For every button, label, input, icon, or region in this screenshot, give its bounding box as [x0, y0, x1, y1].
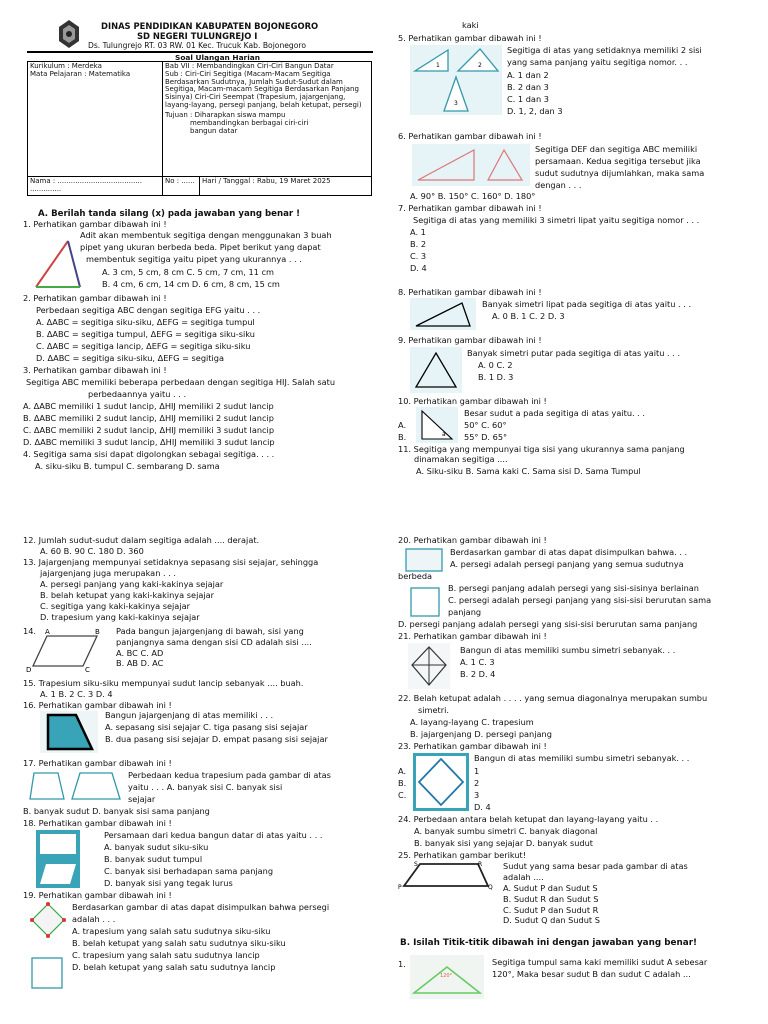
q15: 15. Trapesium siku-siku mempunyai sudut lancip sebanyak .... buah.: [23, 678, 304, 688]
q14-text-b: panjangnya sama dengan sisi CD adalah sisi ....: [116, 637, 312, 647]
q19: 19. Perhatikan gambar dibawah ini !: [23, 890, 172, 900]
q13-opt-b: B. belah ketupat yang kaki-kakinya sejajar: [40, 590, 215, 600]
nama-field[interactable]: Nama : ...................................... ..............: [28, 177, 163, 196]
b1-text-a: Segitiga tumpul sama kaki memiliki sudut A sebesar: [492, 957, 708, 967]
q14-label-a: A: [45, 628, 50, 636]
q25-label-s: S: [414, 861, 418, 868]
q3-text-a: Segitiga ABC memiliki beberapa perbedaan dengan segitiga HIJ. Salah satu: [26, 377, 336, 387]
section-a-title: A. Berilah tanda silang (x) pada jawaban yang benar !: [38, 209, 301, 219]
q16-opts-bd: B. dua pasang sisi sejajar D. empat pasang sisi sejajar: [105, 734, 328, 744]
q5-opt-d: D. 1, 2, dan 3: [507, 106, 563, 116]
tujuan-text: : Diharapkan siswa mampu membandingkan berbagai ciri-ciri bangun datar: [190, 110, 309, 135]
q9-text: Banyak simetri putar pada segitiga di atas yaitu . . .: [467, 348, 681, 358]
q21-text: Bangun di atas memiliki sumbu simetri sebanyak. . .: [460, 645, 676, 655]
q22-opts-bd: B. jajargenjang D. persegi panjang: [410, 729, 552, 739]
q5-label-3: 3: [454, 100, 458, 107]
q3-text-b: perbedaannya yaitu . . .: [88, 389, 187, 399]
bab-label: Bab VII : Membandingkan Ciri-Ciri Bangun Datar: [165, 62, 334, 70]
q11-opts: A. Siku-siku B. Sama kaki C. Sama sisi D. Sama Tumpul: [416, 466, 641, 476]
q6-opts: A. 90° B. 150° C. 160° D. 180°: [410, 191, 536, 201]
q10-opt-b-letter: B.: [398, 432, 407, 442]
q19-opt-a: A. trapesium yang salah satu sudutnya siku-siku: [72, 926, 271, 936]
header-line1: DINAS PENDIDIKAN KABUPATEN BOJONEGORO: [101, 21, 319, 31]
q3-opt-a: A. ΔABC memiliki 1 sudut lancip, ΔHIJ memiliki 2 sudut lancip: [23, 401, 274, 411]
q1-triangle-figure: [28, 237, 88, 295]
q14-label-b: B: [95, 628, 100, 636]
header-line3: Ds. Tulungrejo RT. 03 RW. 01 Kec. Trucuk Kab. Bojonegoro: [88, 41, 306, 50]
q6-text-a: Segitiga DEF dan segitiga ABC memiliki: [535, 144, 698, 154]
q8: 8. Perhatikan gambar dibawah ini !: [398, 287, 542, 297]
q22-text: simetri.: [418, 705, 450, 715]
q1-opts-bd: B. 4 cm, 6 cm, 14 cm D. 6 cm, 8 cm, 15 cm: [102, 279, 280, 289]
q17-opts-c2: sejajar: [128, 794, 156, 804]
q3: 3. Perhatikan gambar dibawah ini !: [23, 365, 167, 375]
q17: 17. Perhatikan gambar dibawah ini !: [23, 758, 172, 768]
q14-opts-bd: B. AB D. AC: [116, 658, 164, 668]
q14: 14.: [23, 626, 37, 636]
q16: 16. Perhatikan gambar dibawah ini !: [23, 700, 172, 710]
q11: 11. Segitiga yang mempunyai tiga sisi yang ukurannya sama panjang: [398, 444, 685, 454]
q8-opts: A. 0 B. 1 C. 2 D. 3: [492, 311, 565, 321]
q25-label-r: R: [478, 861, 483, 868]
q1: 1. Perhatikan gambar dibawah ini !: [23, 219, 167, 229]
q23-opt-d: D. 4: [474, 802, 491, 812]
q19-opt-c: C. trapesium yang salah satu sudutnya lancip: [72, 950, 260, 960]
q23-opt-c-letter: C.: [398, 790, 407, 800]
q25-opt-d: D. Sudut Q dan Sudut S: [503, 915, 600, 925]
q10-angle-label: a: [442, 431, 446, 438]
q23-opt-c: 3: [474, 790, 480, 800]
q25-text-b: adalah ....: [503, 872, 544, 882]
q18-text: Persamaan dari kedua bangun datar di atas yaitu . . .: [104, 830, 323, 840]
q19-text-a: Berdasarkan gambar di atas dapat disimpulkan bahwa persegi: [72, 902, 330, 912]
q14-text-a: Pada bangun jajargenjang di bawah, sisi yang: [116, 626, 304, 636]
q25-opt-c: C. Sudut P dan Sudut R: [503, 905, 599, 915]
q25-label-q: Q: [488, 884, 493, 890]
q20-text: Berdasarkan gambar di atas dapat disimpulkan bahwa. . .: [450, 547, 688, 557]
q18: 18. Perhatikan gambar dibawah ini !: [23, 818, 172, 828]
q8-triangle-figure: [410, 298, 476, 333]
q6: 6. Perhatikan gambar dibawah ini !: [398, 131, 542, 141]
q2-opt-a: A. ΔABC = segitiga siku-siku, ΔEFG = segitiga tumpul: [36, 317, 255, 327]
q9-opts-bd: B. 1 D. 3: [478, 372, 514, 382]
q20: 20. Perhatikan gambar dibawah ini !: [398, 535, 547, 545]
b1-angle-label: 120°: [440, 973, 453, 979]
q3-opt-d: D. ΔABC memiliki 3 sudut lancip, ΔHIJ memiliki 3 sudut lancip: [23, 437, 275, 447]
q1-opts-ac: A. 3 cm, 5 cm, 8 cm C. 5 cm, 7 cm, 11 cm: [102, 267, 274, 277]
q23-opt-b: 2: [474, 778, 480, 788]
q13: 13. Jajargenjang mempunyai setidaknya sepasang sisi sejajar, sehingga: [23, 557, 319, 567]
q25-label-p: P: [398, 884, 402, 890]
q19-opt-b: B. belah ketupat yang salah satu sudutnya siku-siku: [72, 938, 286, 948]
q24-opts-bd: B. banyak sisi yang sejajar D. banyak sudut: [414, 838, 593, 848]
q20-opt-d: D. persegi panjang adalah persegi yang sisi-sisi berurutan sama panjang: [398, 619, 698, 629]
q4-continuation: kaki: [462, 20, 479, 30]
q2-opt-d: D. ΔABC = segitiga siku-siku, ΔEFG = segitiga: [36, 353, 225, 363]
q25-opt-a: A. Sudut P dan Sudut S: [503, 883, 598, 893]
q12-opts: A. 60 B. 90 C. 180 D. 360: [40, 546, 144, 556]
q14-label-d: D: [26, 666, 32, 672]
q7-opt-d: D. 4: [410, 263, 427, 273]
q10-text: Besar sudut a pada segitiga di atas yaitu. . .: [464, 408, 646, 418]
q20-opt-a: A. persegi adalah persegi panjang yang semua sudutnya: [450, 559, 684, 569]
q23-text: Bangun di atas memiliki sumbu simetri sebanyak. . .: [474, 753, 690, 763]
q9-opts-ac: A. 0 C. 2: [478, 360, 513, 370]
q23-opt-a: 1: [474, 766, 480, 776]
section-b-title: B. Isilah Titik-titik dibawah ini dengan jawaban yang benar!: [400, 938, 698, 948]
q5-opt-a: A. 1 dan 2: [507, 70, 549, 80]
q9-triangle-figure: [410, 347, 462, 396]
q5-label-1: 1: [436, 62, 440, 69]
q8-text: Banyak simetri lipat pada segitiga di atas yaitu . . .: [482, 299, 692, 309]
q18-opt-c: C. banyak sisi berhadapan sama panjang: [104, 866, 274, 876]
q24: 24. Perbedaan antara belah ketupat dan layang-layang yaitu . .: [398, 814, 659, 824]
q17-text: Perbedaan kedua trapesium pada gambar di atas: [128, 770, 331, 780]
q25-opt-b: B. Sudut R dan Sudut S: [503, 894, 599, 904]
q19-opt-d: D. belah ketupat yang salah satu sudutnya lancip: [72, 962, 276, 972]
header-line2: SD NEGERI TULUNGREJO I: [137, 31, 258, 41]
q23-opt-a-letter: A.: [398, 766, 407, 776]
q10-opts-bd: 55° D. 65°: [464, 432, 508, 442]
q16-text: Bangun jajargenjang di atas memiliki . . .: [105, 710, 274, 720]
q5: 5. Perhatikan gambar dibawah ini !: [398, 33, 542, 43]
q15-opts: A. 1 B. 2 C. 3 D. 4: [40, 689, 113, 699]
q21-opts-bd: B. 2 D. 4: [460, 669, 496, 679]
q17-opts-bd: B. banyak sudut D. banyak sisi sama panjang: [23, 806, 210, 816]
q20-shapes-figure: [405, 548, 445, 623]
q7-opt-c: C. 3: [410, 251, 427, 261]
q14-parallelogram-figure: [25, 626, 105, 675]
q20-opt-b: B. persegi panjang adalah persegi yang sisi-sisinya berlainan: [448, 583, 699, 593]
b1-number: 1.: [398, 959, 406, 969]
q5-text-b: yang sama panjang yaitu segitiga nomor. . .: [507, 57, 688, 67]
b1-text-b: 120°, Maka besar sudut B dan sudut C adalah ...: [492, 969, 691, 979]
q20-opt-c2: panjang: [448, 607, 482, 617]
q14-label-c: C: [85, 666, 90, 672]
q21-opts-ac: A. 1 C. 3: [460, 657, 495, 667]
q6-text-d: dengan . . .: [535, 180, 582, 190]
q25-text-a: Sudut yang sama besar pada gambar di atas: [503, 861, 688, 871]
q5-opt-b: B. 2 dan 3: [507, 82, 549, 92]
q10-opt-a-letter: A.: [398, 420, 407, 430]
q10: 10. Perhatikan gambar dibawah ini !: [398, 396, 547, 406]
q13-opt-c: C. segitiga yang kaki-kakinya sejajar: [40, 601, 190, 611]
q7: 7. Perhatikan gambar dibawah ini !: [398, 203, 542, 213]
q6-triangles-figure: [412, 144, 530, 189]
mapel-label: Mata Pelajaran : Matematika: [30, 69, 131, 78]
no-field[interactable]: No : ......: [163, 177, 200, 196]
q2: 2. Perhatikan gambar dibawah ini !: [23, 293, 167, 303]
q18-shapes-figure: [36, 830, 80, 891]
q11-text: dinamakan segitiga ....: [414, 454, 508, 464]
subbab-label: Sub : Ciri-Ciri Segitiga (Macam-Macam Segitiga Berdasarkan Sudutnya, Jumlah Sudut-Sudut dalam Segitiga, Macam-macam Segitiga Berdasarkan Panjang Sisinya) Ciri-Ciri Seempat (Trapesium, jajargenjang, layang-layang, persegi panjang, belah ketupat, persegi): [165, 69, 362, 110]
q18-opt-b: B. banyak sudut tumpul: [104, 854, 203, 864]
q1-text-a: Adit akan membentuk segitiga dengan menggunakan 3 buah: [80, 230, 332, 240]
exam-title: Soal Ulangan Harian: [175, 53, 260, 62]
q5-triangles-figure: [410, 45, 502, 118]
q3-opt-c: C. ΔABC memiliki 2 sudut lancip, ΔHIJ memiliki 3 sudut lancip: [23, 425, 275, 435]
q4-opts: A. siku-siku B. tumpul C. sembarang D. sama: [35, 461, 220, 471]
date-field: Hari / Tanggal : Rabu, 19 Maret 2025: [200, 177, 372, 196]
kurikulum-label: Kurikulum : Merdeka: [30, 62, 102, 70]
q23-opt-b-letter: B.: [398, 778, 407, 788]
q10-triangle-figure: [416, 407, 458, 446]
q5-label-2: 2: [478, 62, 482, 69]
q3-opt-b: B. ΔABC memiliki 2 sudut lancip, ΔHIJ memiliki 2 sudut lancip: [23, 413, 274, 423]
tujuan-label: Tujuan: [165, 110, 188, 119]
b1-triangle-figure: [410, 955, 484, 1002]
q23-rhombus-figure: [413, 753, 469, 814]
q21-kite-figure: [408, 643, 450, 692]
q10-opts-ac: 50° C. 60°: [464, 420, 507, 430]
q12: 12. Jumlah sudut-sudut dalam segitiga adalah .... derajat.: [23, 535, 260, 545]
q1-text-c: membentuk segitiga yaitu pipet yang ukurannya . . .: [86, 254, 302, 264]
q17-opts-ac: yaitu . . . A. banyak sisi C. banyak sisi: [128, 782, 283, 792]
q2-opt-c: C. ΔABC = segitiga lancip, ΔEFG = segitiga siku-siku: [36, 341, 251, 351]
q18-opt-a: A. banyak sudut siku-siku: [104, 842, 209, 852]
q20-opt-c: C. persegi adalah persegi panjang yang sisi-sisi berurutan sama: [448, 595, 712, 605]
q16-parallelogram-figure: [40, 711, 98, 756]
q19-text-b: adalah . . .: [72, 914, 116, 924]
q14-opts-ac: A. BC C. AD: [116, 648, 164, 658]
q1-text-b: pipet yang ukuran berbeda beda. Pipet berikut yang dapat: [80, 242, 321, 252]
q6-text-c: sudut sudutnya dijumlahkan, maka sama: [535, 168, 705, 178]
q2-text: Perbedaan segitiga ABC dengan segitiga EFG yaitu . . .: [36, 305, 261, 315]
q23: 23. Perhatikan gambar dibawah ini !: [398, 741, 547, 751]
info-table: [27, 61, 372, 196]
q7-opt-a: A. 1: [410, 227, 426, 237]
q7-text: Segitiga di atas yang memiliki 3 simetri lipat yaitu segitiga nomor . . .: [413, 215, 700, 225]
q17-trapezium-figure: [28, 769, 122, 806]
q22-opts-ac: A. layang-layang C. trapesium: [410, 717, 534, 727]
q24-opts-ac: A. banyak sumbu simetri C. banyak diagonal: [414, 826, 598, 836]
q18-opt-d: D. banyak sisi yang tegak lurus: [104, 878, 233, 888]
q20-opt-a2: berbeda: [398, 571, 433, 581]
q2-opt-b: B. ΔABC = segitiga tumpul, ΔEFG = segitiga siku-siku: [36, 329, 255, 339]
q25: 25. Perhatikan gambar berikut!: [398, 850, 527, 860]
q13-opt-d: D. trapesium yang kaki-kakinya sejajar: [40, 612, 200, 622]
q13-text: jajargenjang juga merupakan . . .: [40, 568, 176, 578]
q6-text-b: persamaan. Kedua segitiga tersebut jika: [535, 156, 701, 166]
q25-trapezium-figure: [398, 860, 494, 893]
q19-shapes-figure: [28, 900, 68, 995]
q16-opts-ac: A. sepasang sisi sejajar C. tiga pasang sisi sejajar: [105, 722, 308, 732]
q5-text-a: Segitiga di atas yang setidaknya memiliki 2 sisi: [507, 45, 702, 55]
q21: 21. Perhatikan gambar dibawah ini !: [398, 631, 547, 641]
school-logo: [58, 19, 80, 49]
q13-opt-a: A. persegi panjang yang kaki-kakinya sejajar: [40, 579, 224, 589]
q4: 4. Segitiga sama sisi dapat digolongkan sebagai segitiga. . . .: [23, 449, 275, 459]
q22: 22. Belah ketupat adalah . . . . yang semua diagonalnya merupakan sumbu: [398, 693, 708, 703]
q7-opt-b: B. 2: [410, 239, 427, 249]
q5-opt-c: C. 1 dan 3: [507, 94, 549, 104]
q9: 9. Perhatikan gambar dibawah ini !: [398, 335, 542, 345]
